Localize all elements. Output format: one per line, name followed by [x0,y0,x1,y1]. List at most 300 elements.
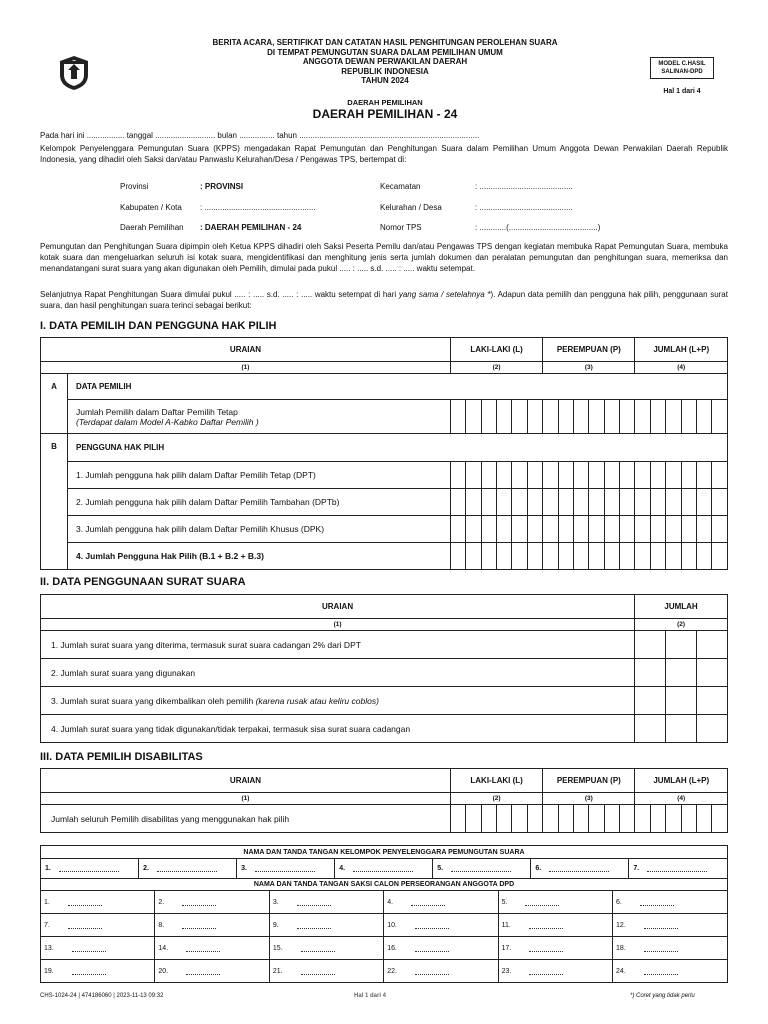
saksi-signature-title: NAMA DAN TANDA TANGAN SAKSI CALON PERSEORANGAN ANGGOTA DPD [41,879,728,891]
signature-line [182,928,216,929]
digit-box[interactable] [635,715,666,743]
digit-box[interactable] [589,489,604,516]
digit-box[interactable] [481,462,496,489]
digit-box[interactable] [635,805,650,833]
table-row [41,400,728,434]
digit-box[interactable] [497,400,512,434]
signature-line [529,951,563,952]
digit-box[interactable] [681,489,696,516]
digit-box[interactable] [527,543,542,570]
digit-box[interactable] [650,489,665,516]
saksi-signature-cell[interactable] [384,937,498,960]
digit-box[interactable] [696,543,711,570]
signature-line [297,928,331,929]
row-text: 4. Jumlah surat suara yang tidak digunakan/tidak terpakai, termasuk sisa surat suara cadangan [41,715,635,743]
digit-box[interactable] [450,400,465,434]
digit-box[interactable] [573,543,588,570]
digit-box[interactable] [666,516,681,543]
intro-paragraph-3 [40,289,728,311]
signature-line [415,951,449,952]
digit-box[interactable] [512,462,527,489]
table-row [41,489,728,516]
saksi-number: 16. [387,944,397,952]
title-line: ANGGOTA DEWAN PERWAKILAN DAERAH [302,57,468,66]
digit-box[interactable] [543,489,558,516]
digit-box[interactable] [450,516,465,543]
saksi-signature-cell[interactable] [498,891,612,914]
digit-box[interactable] [466,805,481,833]
digit-box[interactable] [481,489,496,516]
col-perempuan: PEREMPUAN (P) [543,338,635,362]
digit-box[interactable] [543,805,558,833]
digit-box[interactable] [527,805,542,833]
digit-box[interactable] [589,400,604,434]
kpps-signature-cell[interactable] [629,859,728,879]
page-label: Hal 1 dari 4 [663,88,701,95]
digit-box[interactable] [666,805,681,833]
col-num: (3) [543,793,635,805]
col-num: (3) [543,362,635,374]
signature-line [644,951,678,952]
digit-box[interactable] [712,805,728,833]
provinsi-label: Provinsi [120,182,149,191]
digit-box[interactable] [681,400,696,434]
title-line: BERITA ACARA, SERTIFIKAT DAN CATATAN HASIL PENGHITUNGAN PEROLEHAN SUARA [212,38,558,47]
digit-box[interactable] [573,400,588,434]
digit-box[interactable] [635,516,650,543]
saksi-signature-row [41,937,728,960]
saksi-number: 1. [44,898,50,906]
table-row [41,687,728,715]
digit-box[interactable] [450,543,465,570]
saksi-signature-cell[interactable] [384,960,498,983]
digit-box[interactable] [712,400,728,434]
digit-box[interactable] [666,631,697,659]
digit-box[interactable] [712,489,728,516]
saksi-number: 22. [387,967,397,975]
saksi-signature-cell[interactable] [155,960,269,983]
section-2-title: II. DATA PENGGUNAAN SURAT SUARA [40,576,246,588]
kpps-number: 3. [241,865,247,872]
title-line: DI TEMPAT PEMUNGUTAN SUARA DALAM PEMILIHAN UMUM [267,47,503,57]
digit-box[interactable] [696,516,711,543]
dapil-label: DAERAH PEMILIHAN [347,98,423,107]
digit-box[interactable] [558,516,573,543]
kelurahan-value[interactable]: : .......................................... [475,203,573,212]
row-text: 2. Jumlah pengguna hak pilih dalam Daftar Pemilih Tambahan (DPTb) [67,489,450,516]
digit-box[interactable] [573,489,588,516]
para3-text: Selanjutnya Rapat Penghitungan Suara dimulai pukul ..... : ..... s.d. ..... : ..... waktu setempat di hari [40,290,399,299]
saksi-number: 11. [501,921,511,929]
signature-line [451,871,511,872]
saksi-signature-cell[interactable] [41,914,155,937]
saksi-signature-cell[interactable] [384,891,498,914]
section-3-table [40,768,728,833]
footer-page: Hal 1 dari 4 [354,993,387,999]
saksi-number: 23. [501,967,512,975]
digit-box[interactable] [481,400,496,434]
digit-box[interactable] [512,805,527,833]
digit-box[interactable] [512,400,527,434]
kpps-signature-cell[interactable] [433,859,531,879]
digit-box[interactable] [558,543,573,570]
saksi-signature-cell[interactable] [269,891,383,914]
signature-line [255,871,315,872]
title-line: TAHUN 2024 [361,76,409,85]
row-text: Jumlah seluruh Pemilih disabilitas yang menggunakan hak pilih [41,805,451,833]
digit-box[interactable] [558,805,573,833]
model-line: SALINAN-DPD [661,69,703,75]
col-perempuan: PEREMPUAN (P) [543,769,635,793]
digit-box[interactable] [573,462,588,489]
digit-box[interactable] [497,516,512,543]
table-row [41,543,728,570]
digit-box[interactable] [604,543,619,570]
col-num: (2) [450,793,542,805]
signature-line [647,871,707,872]
saksi-signature-cell[interactable] [498,914,612,937]
col-num: (1) [41,619,635,631]
model-box [650,57,714,79]
footer-note: *) Coret yang tidak perlu [630,993,695,999]
digit-box[interactable] [450,805,465,833]
digit-box[interactable] [573,805,588,833]
saksi-number: 12. [616,921,626,929]
digit-box[interactable] [666,543,681,570]
signature-line [529,928,563,929]
row-note: (Terdapat dalam Model A-Kabko Daftar Pemilih ) [75,416,259,427]
digit-box[interactable] [620,489,635,516]
digit-box[interactable] [696,805,711,833]
digit-box[interactable] [589,516,604,543]
model-line: MODEL C.HASIL [658,61,706,67]
signature-line [525,905,559,906]
signature-line [72,951,106,952]
kpps-number: 1. [45,865,51,872]
col-num: (4) [635,793,728,805]
saksi-signature-row [41,914,728,937]
saksi-number: 8. [158,921,165,929]
kpps-signature-row [41,859,728,879]
digit-box[interactable] [650,462,665,489]
title-line: REPUBLIK INDONESIA [341,66,429,76]
digit-box[interactable] [620,400,635,434]
signature-line [415,974,449,975]
saksi-signature-row [41,891,728,914]
table-row [41,462,728,489]
signature-line [182,905,216,906]
tps-value[interactable]: : ............(........................................) [475,223,601,232]
digit-box[interactable] [712,543,728,570]
signature-line [72,974,106,975]
digit-box[interactable] [650,543,665,570]
saksi-signature-cell[interactable] [613,960,728,983]
saksi-signature-cell[interactable] [269,960,383,983]
digit-box[interactable] [696,400,711,434]
digit-box[interactable] [697,715,728,743]
section-3-title: III. DATA PEMILIH DISABILITAS [40,751,203,763]
digit-box[interactable] [681,516,696,543]
digit-box[interactable] [589,543,604,570]
saksi-signature-cell[interactable] [155,891,269,914]
kpps-number: 5. [437,865,444,872]
table-row [41,715,728,743]
digit-box[interactable] [604,462,619,489]
digit-box[interactable] [466,543,481,570]
table-row [41,659,728,687]
section-2-table [40,594,728,743]
digit-box[interactable] [527,489,542,516]
signature-table [40,845,728,983]
digit-box[interactable] [466,462,481,489]
digit-box[interactable] [589,805,604,833]
digit-box[interactable] [604,516,619,543]
row-text-main: 3. Jumlah surat suara yang dikembalikan oleh pemilih [51,695,256,706]
intro-paragraph-1: Kelompok Penyelenggara Pemungutan Suara (KPPS) mengadakan Rapat Pemungutan dan Penghitungan Suara dalam Pemilihan Umum Anggota Dewan Perwakilan Daerah Republik Indonesia, yang dihadiri oleh Saksi dan/atau Panwaslu Kelurahan/Desa / Pengawas TPS, bertempat di: [40,144,728,164]
digit-box[interactable] [712,462,728,489]
digit-box[interactable] [497,462,512,489]
saksi-number: 6. [616,898,622,906]
saksi-number: 14. [158,944,169,952]
col-uraian: URAIAN [41,595,635,619]
saksi-number: 5. [501,898,508,906]
kpps-signature-cell[interactable] [237,859,335,879]
pengguna-title: PENGGUNA HAK PILIH [67,434,727,462]
row-label-b: B [41,434,68,570]
dapil-field-value[interactable]: : DAERAH PEMILIHAN - 24 [200,223,302,232]
kabupaten-value[interactable]: : .................................................. [200,203,316,212]
signature-line [529,974,563,975]
digit-box[interactable] [481,543,496,570]
para3-text-end: ). Adapun data pemilih dan pengguna hak pilih, penggunaan surat suara, dan hasil penghitungan suara terinci sebagai berikut: [40,290,728,310]
digit-box[interactable] [666,489,681,516]
digit-box[interactable] [712,516,728,543]
digit-box[interactable] [543,462,558,489]
col-num: (2) [450,362,542,374]
signature-line [157,871,217,872]
digit-box[interactable] [466,400,481,434]
kpps-number: 6. [535,865,542,872]
saksi-number: 18. [616,944,626,952]
digit-box[interactable] [666,715,697,743]
digit-box[interactable] [620,805,635,833]
digit-box[interactable] [681,462,696,489]
digit-box[interactable] [497,489,512,516]
table-row [41,805,728,833]
row-text [41,687,635,715]
saksi-number: 24. [616,967,626,975]
digit-box[interactable] [635,462,650,489]
table-row [41,516,728,543]
digit-box[interactable] [450,489,465,516]
saksi-signature-cell[interactable] [41,891,155,914]
digit-box[interactable] [543,516,558,543]
digit-box[interactable] [620,462,635,489]
provinsi-value[interactable]: : PROVINSI [200,182,244,191]
digit-box[interactable] [635,489,650,516]
digit-box[interactable] [558,462,573,489]
col-jumlah: JUMLAH [635,595,728,619]
row-text: 1. Jumlah surat suara yang diterima, termasuk surat suara cadangan 2% dari DPT [41,631,635,659]
date-line: Pada hari ini ................. tanggal ........................... bulan ................ tahun ................................................................................. [40,131,480,140]
saksi-number: 7. [44,921,50,929]
kpps-number: 4. [339,865,346,872]
col-laki: LAKI-LAKI (L) [450,769,542,793]
digit-box[interactable] [558,400,573,434]
digit-box[interactable] [512,543,527,570]
signature-line [186,951,220,952]
para3-emphasis: yang sama / setelahnya * [398,290,491,299]
saksi-number: 4. [387,898,394,906]
kpu-logo [58,55,90,91]
signature-line [186,974,220,975]
row-note: (karena rusak atau keliru coblos) [255,695,379,706]
digit-box[interactable] [666,400,681,434]
digit-box[interactable] [604,805,619,833]
digit-box[interactable] [527,462,542,489]
kpps-signature-cell[interactable] [41,859,139,879]
digit-box[interactable] [635,543,650,570]
row-text: 1. Jumlah pengguna hak pilih dalam Daftar Pemilih Tetap (DPT) [67,462,450,489]
digit-box[interactable] [604,400,619,434]
digit-box[interactable] [650,516,665,543]
signature-line [415,928,449,929]
section-1-title: I. DATA PEMILIH DAN PENGGUNA HAK PILIH [40,320,277,332]
signature-line [68,928,102,929]
digit-box[interactable] [589,462,604,489]
saksi-signature-cell[interactable] [155,914,269,937]
digit-box[interactable] [481,516,496,543]
signature-line [640,905,674,906]
digit-box[interactable] [527,400,542,434]
signature-line [644,928,678,929]
col-num: (1) [41,793,451,805]
saksi-signature-row [41,960,728,983]
digit-box[interactable] [650,400,665,434]
digit-box[interactable] [650,805,665,833]
signature-line [411,905,445,906]
digit-box[interactable] [466,516,481,543]
intro-paragraph-2: Pemungutan dan Penghitungan Suara dipimpin oleh Ketua KPPS dihadiri oleh Saksi Peserta Pemilu dan/atau Pengawas TPS dengan kegiatan membuka Rapat Pemungutan Suara, membuka kotak suara dan mengeluarkan seluruh isi kotak suara, mengidentifikasi dan menghitung jenis serta jumlah dokumen dan peralatan pemungutan dan penghitungan suara, memeriksa dan menandatangani surat suara yang akan digunakan oleh Pemilih, dimulai pada pukul ..... : ..... s.d. ..... : ..... waktu setempat. [40,242,728,273]
saksi-number: 19. [44,967,54,975]
digit-box[interactable] [635,687,666,715]
kecamatan-label: Kecamatan [380,182,421,191]
saksi-number: 21. [272,967,283,975]
digit-box[interactable] [620,516,635,543]
saksi-signature-cell[interactable] [384,914,498,937]
kelurahan-label: Kelurahan / Desa [380,203,442,212]
signature-line [644,974,678,975]
saksi-number: 15. [272,944,283,952]
data-pemilih-title: DATA PEMILIH [67,374,727,400]
kecamatan-value[interactable]: : .......................................... [475,182,573,191]
digit-box[interactable] [543,400,558,434]
saksi-number: 17. [501,944,512,952]
row-text: 3. Jumlah pengguna hak pilih dalam Daftar Pemilih Khusus (DPK) [67,516,450,543]
digit-box[interactable] [697,659,728,687]
signature-line [301,951,335,952]
digit-box[interactable] [635,659,666,687]
saksi-number: 2. [158,898,165,906]
row-text: Jumlah Pemilih dalam Daftar Pemilih Tetap [75,406,238,417]
signature-line [549,871,609,872]
saksi-signature-cell[interactable] [613,914,728,937]
col-uraian: URAIAN [41,338,451,362]
kpps-signature-cell[interactable] [139,859,237,879]
signature-line [301,974,335,975]
tps-label: Nomor TPS [380,223,422,232]
signature-line [353,871,413,872]
digit-box[interactable] [681,543,696,570]
kpps-number: 7. [633,865,640,872]
kpps-signature-cell[interactable] [335,859,433,879]
signature-line [59,871,119,872]
dapil-field-label: Daerah Pemilihan [120,223,184,232]
digit-box[interactable] [666,687,697,715]
kpps-signature-title: NAMA DAN TANDA TANGAN KELOMPOK PENYELENGGARA PEMUNGUTAN SUARA [41,846,728,859]
col-laki: LAKI-LAKI (L) [450,338,542,362]
digit-box[interactable] [604,489,619,516]
digit-box[interactable] [527,516,542,543]
saksi-signature-cell[interactable] [498,937,612,960]
kpps-number: 2. [143,865,149,872]
saksi-number: 20. [158,967,169,975]
row-label-a: A [41,374,68,434]
digit-box[interactable] [450,462,465,489]
saksi-number: 13. [44,944,54,952]
digit-box[interactable] [620,543,635,570]
digit-box[interactable] [666,462,681,489]
digit-box[interactable] [558,489,573,516]
kpps-signature-cell[interactable] [531,859,629,879]
saksi-signature-cell[interactable] [613,937,728,960]
digit-box[interactable] [497,543,512,570]
digit-box[interactable] [497,805,512,833]
saksi-number: 10. [387,921,397,929]
saksi-signature-cell[interactable] [41,937,155,960]
col-uraian: URAIAN [41,769,451,793]
digit-box[interactable] [512,516,527,543]
saksi-signature-cell[interactable] [41,960,155,983]
saksi-number: 9. [272,921,279,929]
digit-box[interactable] [466,489,481,516]
digit-box[interactable] [573,516,588,543]
digit-box[interactable] [512,489,527,516]
digit-box[interactable] [696,489,711,516]
digit-box[interactable] [543,543,558,570]
signature-line [297,905,331,906]
signature-line [68,905,102,906]
saksi-signature-cell[interactable] [498,960,612,983]
dpt-row-label [67,400,450,434]
digit-box[interactable] [697,687,728,715]
digit-box[interactable] [666,659,697,687]
saksi-number: 3. [272,898,279,906]
saksi-signature-cell[interactable] [613,891,728,914]
row-text: 4. Jumlah Pengguna Hak Pilih (B.1 + B.2 + B.3) [67,543,450,570]
digit-box[interactable] [481,805,496,833]
saksi-signature-cell[interactable] [155,937,269,960]
digit-box[interactable] [635,400,650,434]
digit-box[interactable] [635,631,666,659]
kabupaten-label: Kabupaten / Kota [120,203,182,212]
saksi-signature-cell[interactable] [269,914,383,937]
saksi-signature-cell[interactable] [269,937,383,960]
col-num: (4) [635,362,728,374]
digit-box[interactable] [681,805,696,833]
digit-box[interactable] [697,631,728,659]
digit-box[interactable] [696,462,711,489]
